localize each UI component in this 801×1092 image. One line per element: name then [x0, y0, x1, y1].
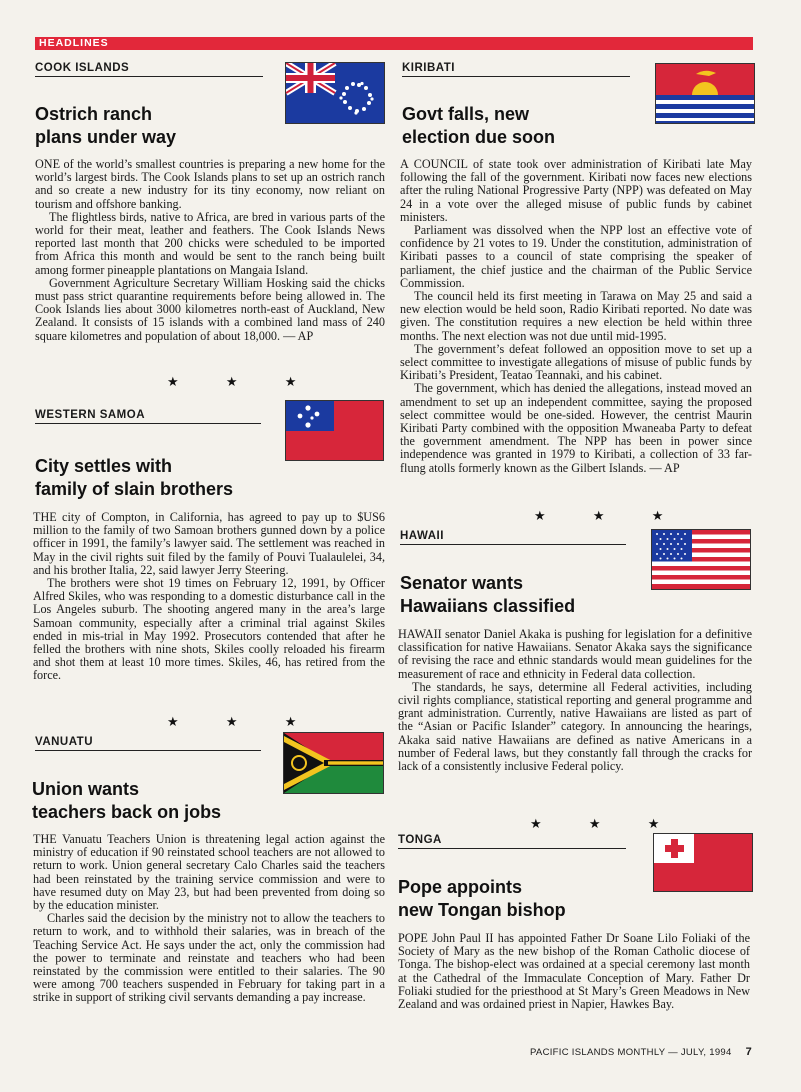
headline-line: new Tongan bishop	[398, 900, 566, 920]
section-cook-islands: COOK ISLANDS	[35, 62, 263, 77]
paragraph: THE Vanuatu Teachers Union is threatening legal action against the ministry of education if 90 reinstated school teachers are not allowed to return to work. Union general secretary Calo Charles said the teachers had been reinstated by the training service commission and were to have resumed duty on May 23, but had been prevented from doing so by the education minister.	[33, 832, 385, 913]
headline-tonga	[398, 876, 638, 922]
article-body-vanuatu	[33, 833, 385, 1005]
headlines-label: HEADLINES	[39, 37, 109, 49]
headline-hawaii	[400, 572, 640, 618]
headline-line: teachers back on jobs	[32, 802, 222, 822]
headline-line: election due soon	[402, 127, 556, 147]
headline-line: plans under way	[35, 127, 177, 147]
article-body-tonga	[398, 932, 750, 1011]
headline-line: Ostrich ranch	[35, 104, 153, 124]
paragraph: Charles said the decision by the ministry not to allow the teachers to return to work, and to withhold their salaries, was in breach of the Teaching Service Act. He says under the act, only the commission had the power to terminate and reinstate and teachers who had been reinstated by the commission were entitled to their salaries. The 90 were among 700 teachers suspended in February for taking part in a strike in support of striking civil servants demanding a pay increase.	[33, 911, 385, 1005]
headline-line: Hawaiians classified	[400, 596, 576, 616]
section-vanuatu: VANUATU	[35, 736, 261, 751]
article-body-hawaii	[398, 628, 752, 773]
headline-line: Pope appoints	[398, 877, 523, 897]
publication-line: PACIFIC ISLANDS MONTHLY — JULY, 1994	[530, 1047, 732, 1058]
headline-western-samoa	[35, 455, 295, 501]
paragraph: POPE John Paul II has appointed Father Dr Soane Lilo Foliaki of the Society of Mary as the new bishop of the Roman Catholic diocese of Tonga. The bishop-elect was ordained at a special ceremony last month at the Cathedral of the Immaculate Conception of Mary. Father Dr Foliaki studied for the priesthood at St Mary’s Green Meadows in New Zealand and was ordained priest in Napier, Hawkes Bay.	[398, 931, 750, 1012]
paragraph: The government’s defeat followed an opposition move to set up a select committee to investigate allegations of misuse of public funds by Kiribati’s President, Teatao Teannaki, and his cabinet.	[400, 341, 752, 383]
section-kiribati: KIRIBATI	[402, 62, 630, 77]
headlines-banner	[35, 37, 753, 50]
separator-stars: ★ ★ ★	[534, 508, 686, 523]
separator-stars: ★ ★ ★	[530, 816, 682, 831]
paragraph: Parliament was dissolved when the NPP lost an effective vote of confidence by 21 votes to 19. Under the constitution, administration of Kiribati passes to a council of state comprising the speaker of parliament, the chief justice and the chairman of the Public Service Commission.	[400, 223, 752, 290]
paragraph: ONE of the world’s smallest countries is preparing a new home for the world’s largest birds. The Cook Islands plans to set up an ostrich ranch and so create a new industry for its tiny economy, now reliant on tourism and offshore banking.	[35, 157, 385, 211]
headline-vanuatu	[32, 778, 292, 824]
paragraph: The brothers were shot 19 times on February 12, 1991, by Officer Alfred Skiles, who was responding to a domestic disturbance call in the Los Angeles suburb. The shooting angered many in the area’s large Samoan community, especially after a criminal trial against Skiles ended in mis-trial in May 1992. Prosecutors contended that after he felled the brothers with nine shots, Skiles coolly reloaded his firearm and shot them at least 10 more times. Skiles, 46, has retired from the force.	[33, 576, 385, 683]
tonga-flag-icon	[653, 833, 753, 892]
headline-line: Govt falls, new	[402, 104, 530, 124]
separator-stars: ★ ★ ★	[167, 374, 319, 389]
cook-islands-flag-icon	[285, 62, 385, 124]
paragraph: The standards, he says, determine all Federal activities, including civil rights compliance, statistical reporting and general programme and grant administration. Currently, native Hawaiians are listed as part of the “Asian or Pacific Islander” category. In announcing the hearings, Akaka said native Hawaiians are defined as native Americans in a number of Federal laws, but they constantly fall through the cracks for lack of a consistently inclusive Federal policy.	[398, 679, 752, 774]
headline-cook-islands	[35, 103, 275, 149]
section-western-samoa: WESTERN SAMOA	[35, 409, 261, 424]
headline-line: family of slain brothers	[35, 479, 234, 499]
paragraph: The council held its first meeting in Tarawa on May 25 and said a new election would be held soon, Radio Kiribati reported. No date was given. The constitution requires a new election be held within three months. The next election was not due until mid-1995.	[400, 289, 752, 343]
paragraph: THE city of Compton, in California, has agreed to pay up to $US6 million to the family of two Samoan brothers gunned down by a police officer in 1991, the family’s lawyer said. The settlement was reached in May in the civil rights suit filed by the family of Pouvi Tualaulelei, 34, and his brother Italia, 22, said lawyer Jerry Steering.	[33, 510, 385, 577]
headline-kiribati	[402, 103, 642, 149]
us-flag-icon	[651, 529, 751, 590]
headline-line: City settles with	[35, 456, 173, 476]
headline-line: Union wants	[32, 779, 139, 799]
article-body-kiribati	[400, 158, 752, 475]
section-tonga: TONGA	[398, 834, 626, 849]
paragraph: HAWAII senator Daniel Akaka is pushing for legislation for a definitive classification for native Hawaiians. Senator Akaka says the significance of revising the race and ethnic standards would mean guidelines for the measurement of race and ethnicity in Federal data collection.	[398, 627, 752, 681]
paragraph: The government, which has denied the allegations, instead moved an amendment to set up an independent committee, saying the proposed select committee would be one-sided. However, the centrist Maurin Kiribati Party combined with the opposition Mwaneaba Party to defeat the government amendment. The NPP has been in power since independence was granted in 1979 to Kiribati, a collection of 33 far-flung atolls formerly known as the Gilbert Islands. — AP	[400, 381, 752, 475]
paragraph: A COUNCIL of state took over administration of Kiribati late May following the fall of the government. Kiribati now faces new elections after the ruling National Progressive Party (NPP) was defeated on May 24 in a vote over the alleged misuse of public funds by cabinet ministers.	[400, 157, 752, 224]
paragraph: The flightless birds, native to Africa, are bred in various parts of the world for their meat, leather and feathers. The Cook Islands News reported last month that 200 chicks were scheduled to be imported from Africa this month and would be sent to the ranch being built among former pineapple plantations on Mangaia Island.	[35, 209, 385, 277]
page-number: 7	[745, 1046, 752, 1058]
page-footer	[530, 1046, 752, 1058]
section-hawaii: HAWAII	[400, 530, 626, 545]
article-body-western-samoa	[33, 511, 385, 683]
separator-stars: ★ ★ ★	[167, 714, 319, 729]
vanuatu-flag-icon	[283, 732, 384, 794]
article-body-cook-islands	[35, 158, 385, 343]
headline-line: Senator wants	[400, 573, 524, 593]
kiribati-flag-icon	[655, 63, 755, 124]
western-samoa-flag-icon	[285, 400, 384, 461]
paragraph: Government Agriculture Secretary William Hosking said the chicks must pass strict quarantine requirements before being allowed in. The Cook Islands lies about 3000 kilometres north-east of Auckland, New Zealand. It consists of 15 islands with a combined land mass of 240 square kilometres and population of about 18,000. — AP	[35, 275, 385, 343]
